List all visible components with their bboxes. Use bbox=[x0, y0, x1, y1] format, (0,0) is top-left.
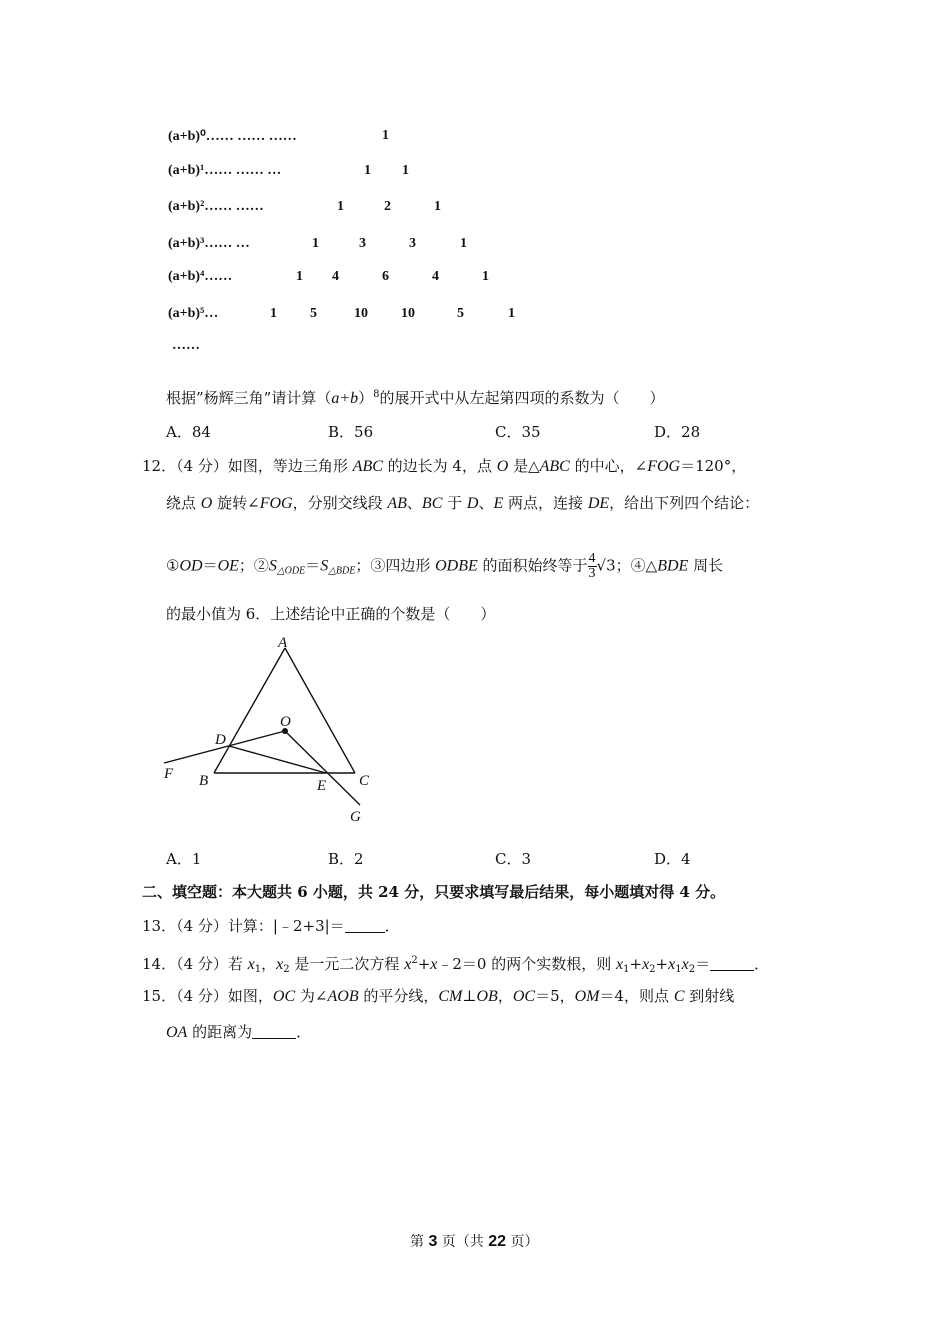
page-footer: 第 3 页（共 22 页） bbox=[410, 1233, 539, 1250]
q11-option-b: B．56 bbox=[328, 423, 374, 441]
q15-line1: 15．（4 分）如图，OC 为∠AOB 的平分线，CM⊥OB，OC＝5，OM＝4，则点 C 到射线 bbox=[142, 987, 735, 1005]
triangle-num: 1 bbox=[382, 128, 389, 143]
q11-stem: 根据”杨辉三角”请计算$(a+b)^8$的展开式中从左起第四项的系数为（ ） bbox=[166, 389, 665, 407]
row-label: (a+b)³…… … bbox=[168, 236, 250, 251]
triangle-num: 10 bbox=[401, 306, 415, 321]
label-e: E bbox=[317, 778, 327, 794]
page-number: 3 bbox=[428, 1233, 438, 1250]
q12-option-a: A．1 bbox=[166, 850, 202, 868]
answer-blank bbox=[345, 918, 385, 933]
triangle-row bbox=[168, 236, 250, 252]
q12-line2: 绕点 O 旋转∠FOG，分别交线段 AB、BC 于 D、E 两点，连接 DE，给出下列四个结论： bbox=[166, 494, 760, 512]
triangle-num: 5 bbox=[457, 306, 464, 321]
fraction: $\frac{4}{3}$ bbox=[588, 551, 596, 581]
segment-de bbox=[229, 746, 326, 773]
triangle-num: 1 bbox=[402, 163, 409, 178]
label-a: A bbox=[278, 635, 288, 651]
triangle-num: 10 bbox=[354, 306, 368, 321]
triangle-num: 1 bbox=[337, 199, 344, 214]
label-b: B bbox=[199, 773, 209, 789]
triangle-num: 2 bbox=[384, 199, 391, 214]
q11-option-a: A．84 bbox=[166, 423, 211, 441]
answer-blank bbox=[252, 1024, 296, 1039]
q12-option-b: B．2 bbox=[328, 850, 364, 868]
q12-line4: 的最小值为 6．上述结论中正确的个数是（ ） bbox=[166, 605, 496, 623]
triangle-num: 4 bbox=[432, 269, 439, 284]
section-heading: 二、填空题：本大题共 6 小题，共 24 分，只要求填写最后结果，每小题填对得 4 分。 bbox=[142, 883, 726, 901]
label-f: F bbox=[164, 766, 174, 782]
answer-blank bbox=[710, 956, 754, 971]
yanghui-triangle bbox=[0, 0, 950, 360]
triangle-row bbox=[168, 269, 232, 285]
triangle-num: 6 bbox=[382, 269, 389, 284]
row-label: (a+b)²…… …… bbox=[168, 199, 264, 214]
triangle-num: 1 bbox=[460, 236, 467, 251]
row-label: (a+b)⁰…… …… …… bbox=[168, 129, 297, 144]
triangle-ellipsis: …… bbox=[172, 338, 200, 353]
triangle-figure bbox=[150, 630, 390, 830]
q12-option-d: D．4 bbox=[654, 850, 691, 868]
var-expr: a+b bbox=[331, 390, 359, 407]
triangle-num: 4 bbox=[332, 269, 339, 284]
q12-conclusions: ①OD＝OE；$②S_{\triangle ODE}=S_{\triangle BDE}$；③四边形 ODBE 的面积始终等于 $\frac{4}{3}$ √3；④△BDE 周长 bbox=[166, 551, 724, 581]
triangle-num: 1 bbox=[434, 199, 441, 214]
triangle-row bbox=[168, 163, 281, 179]
total-pages: 22 bbox=[488, 1233, 507, 1250]
triangle-row bbox=[168, 128, 297, 145]
q12-line1: 12．（4 分）如图，等边三角形 ABC 的边长为 4，点 O 是△ABC 的中心，∠FOG＝120°， bbox=[142, 457, 747, 475]
triangle-num: 1 bbox=[312, 236, 319, 251]
triangle-num: 1 bbox=[270, 306, 277, 321]
q11-option-c: C．35 bbox=[495, 423, 541, 441]
row-label: (a+b)¹…… …… … bbox=[168, 163, 282, 178]
triangle-num: 1 bbox=[482, 269, 489, 284]
label-c: C bbox=[359, 773, 370, 789]
sqrt-three: √3 bbox=[596, 556, 616, 575]
q14: 14．（4 分）若 $x_1$，$x_2$ 是一元二次方程 $x^2+x﹣2=0$ 的两个实数根，则 $x_1+x_2+x_1x_2=$ ． bbox=[142, 955, 770, 975]
row-label: (a+b)⁵… bbox=[168, 306, 219, 321]
label-d: D bbox=[215, 732, 226, 748]
triangle-num: 3 bbox=[409, 236, 416, 251]
q12-option-c: C．3 bbox=[495, 850, 532, 868]
triangle-num: 1 bbox=[296, 269, 303, 284]
side-ac bbox=[285, 648, 355, 773]
triangle-row bbox=[168, 199, 264, 215]
label-g: G bbox=[350, 809, 361, 825]
triangle-num: 3 bbox=[359, 236, 366, 251]
q15-line2: OA 的距离为 ． bbox=[166, 1023, 312, 1041]
q11-option-d: D．28 bbox=[654, 423, 701, 441]
label-o: O bbox=[280, 714, 291, 730]
side-ab bbox=[214, 648, 285, 773]
q13: 13．（4 分）计算：|﹣2+3|＝ ． bbox=[142, 917, 400, 935]
triangle-row bbox=[168, 306, 218, 322]
triangle-num: 1 bbox=[508, 306, 515, 321]
triangle-num: 1 bbox=[364, 163, 371, 178]
triangle-num: 5 bbox=[310, 306, 317, 321]
row-label: (a+b)⁴…… bbox=[168, 269, 233, 284]
